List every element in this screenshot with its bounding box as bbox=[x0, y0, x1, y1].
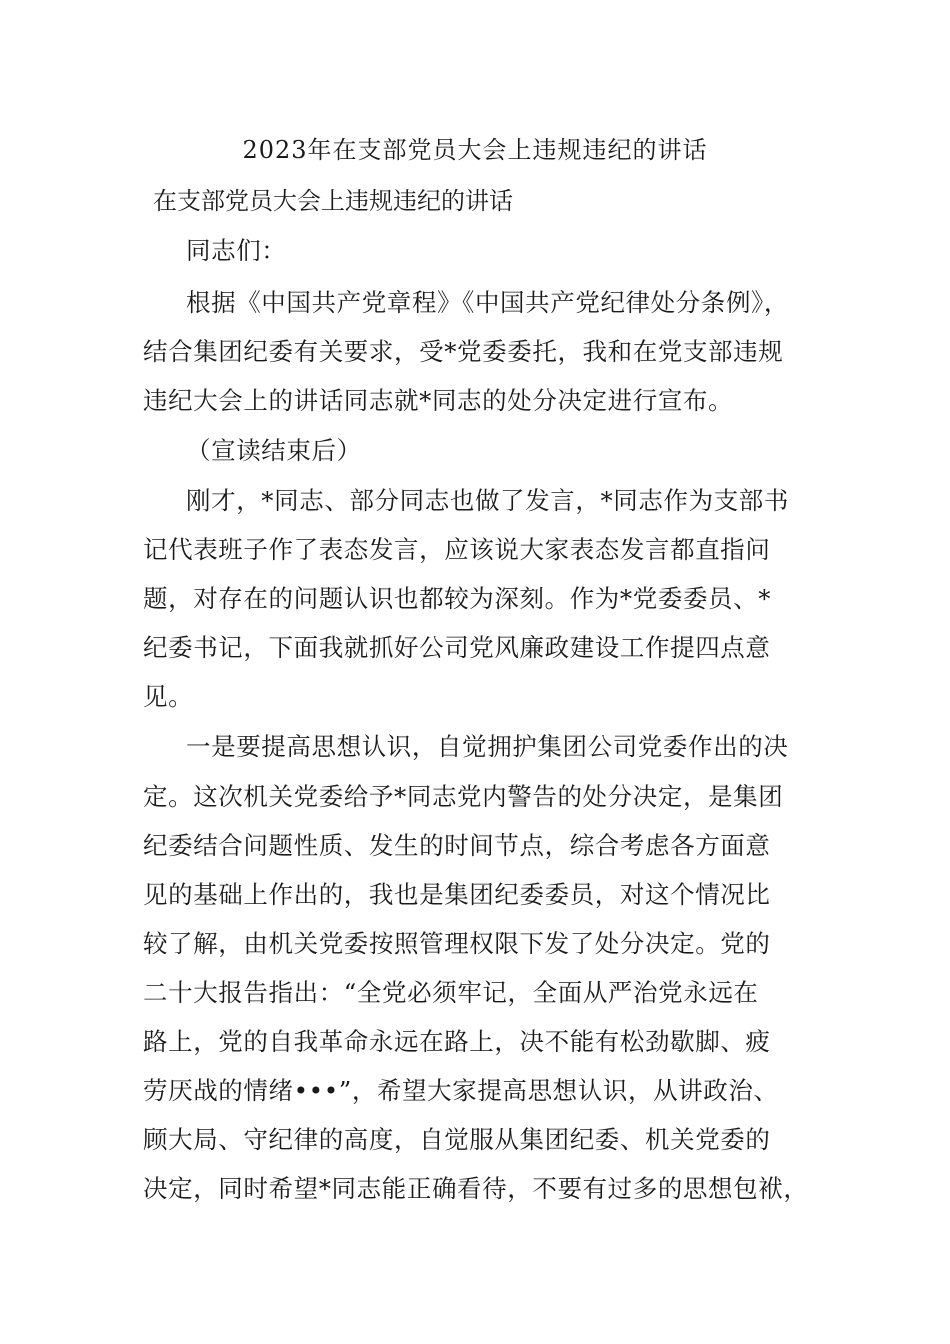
document-subtitle: 在支部党员大会上违规违纪的讲话 bbox=[153, 187, 513, 215]
body-line: 顾大局、守纪律的高度，自觉服从集团纪委、机关党委的 bbox=[143, 1125, 771, 1154]
salutation-line: 同志们： bbox=[186, 236, 287, 265]
body-line: 题，对存在的问题认识也都较为深刻。作为*党委委员、* bbox=[143, 584, 772, 613]
body-line: 纪委结合问题性质、发生的时间节点，综合考虑各方面意 bbox=[143, 831, 771, 860]
body-line: 结合集团纪委有关要求，受*党委委托，我和在党支部违规 bbox=[143, 337, 784, 366]
body-line: 刚才，*同志、部分同志也做了发言，*同志作为支部书 bbox=[186, 486, 789, 515]
body-line: 记代表班子作了表态发言，应该说大家表态发言都直指问 bbox=[143, 535, 771, 564]
body-line: 见的基础上作出的，我也是集团纪委委员，对这个情况比 bbox=[143, 880, 771, 909]
body-line: 路上，党的自我革命永远在路上，决不能有松劲歇脚、疲 bbox=[143, 1027, 771, 1056]
body-line: （宣读结束后） bbox=[186, 436, 362, 465]
body-line: 定。这次机关党委给予*同志党内警告的处分决定，是集团 bbox=[143, 782, 784, 811]
body-line: 见。 bbox=[143, 682, 194, 711]
document-title: 2023年在支部党员大会上违规违纪的讲话 bbox=[242, 136, 708, 164]
body-line: 二十大报告指出：“全党必须牢记，全面从严治党永远在 bbox=[143, 978, 759, 1007]
body-line: 根据《中国共产党章程》《中国共产党纪律处分条例》， bbox=[186, 288, 789, 317]
body-line: 一是要提高思想认识，自觉拥护集团公司党委作出的决 bbox=[186, 732, 789, 761]
body-line: 决定，同时希望*同志能正确看待，不要有过多的思想包袱， bbox=[143, 1174, 809, 1203]
body-line: 劳厌战的情绪•••”，希望大家提高思想认识，从讲政治、 bbox=[143, 1076, 779, 1105]
body-line: 较了解，由机关党委按照管理权限下发了处分决定。党的 bbox=[143, 929, 771, 958]
body-line: 纪委书记，下面我就抓好公司党风廉政建设工作提四点意 bbox=[143, 633, 771, 662]
body-line: 违纪大会上的讲话同志就*同志的处分决定进行宣布。 bbox=[143, 386, 734, 415]
